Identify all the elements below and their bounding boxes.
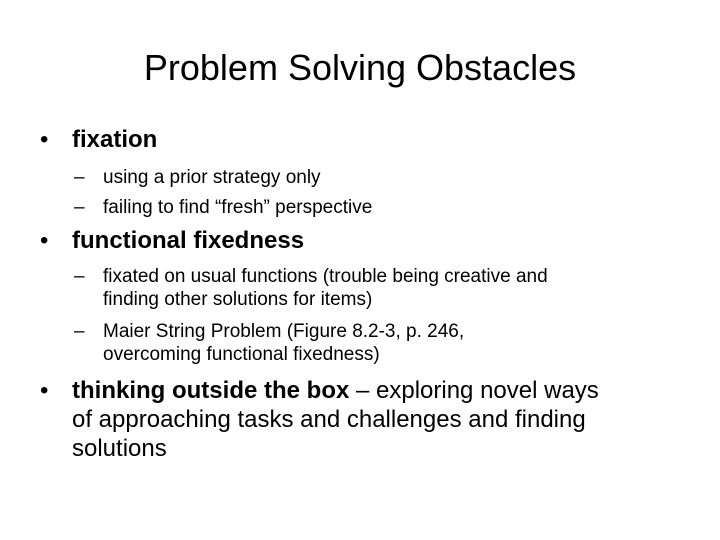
bullet-fixation bbox=[40, 125, 158, 154]
bullet-heading: thinking outside the box bbox=[72, 377, 350, 404]
sub-bullet bbox=[74, 320, 465, 366]
bullet-text: – exploring novel ways bbox=[349, 377, 599, 404]
sub-bullet bbox=[74, 265, 548, 311]
sub-bullet-text-line: overcoming functional fixedness) bbox=[103, 344, 380, 365]
sub-bullet-text: using a prior strategy only bbox=[103, 167, 321, 188]
bullet-text-line: solutions bbox=[72, 435, 167, 462]
bullet-text-line: of approaching tasks and challenges and finding bbox=[72, 406, 586, 433]
sub-bullet-text-line: fixated on usual functions (trouble being creative and bbox=[103, 266, 548, 287]
bullet-heading: functional fixedness bbox=[72, 227, 305, 254]
sub-bullet-text: failing to find “fresh” perspective bbox=[103, 197, 373, 218]
sub-bullet bbox=[74, 196, 373, 219]
sub-bullet-text-line: Maier String Problem (Figure 8.2-3, p. 246, bbox=[103, 321, 465, 342]
bullet-marker: • bbox=[40, 126, 49, 153]
sub-bullet-marker: – bbox=[74, 266, 85, 287]
bullet-marker: • bbox=[40, 377, 49, 404]
sub-bullet bbox=[74, 166, 321, 189]
slide-title: Problem Solving Obstacles bbox=[143, 47, 577, 88]
bullet-heading: fixation bbox=[72, 126, 158, 153]
sub-bullet-text-line: finding other solutions for items) bbox=[103, 289, 373, 310]
sub-bullet-marker: – bbox=[74, 167, 85, 188]
sub-bullet-marker: – bbox=[74, 197, 85, 218]
sub-bullet-marker: – bbox=[74, 321, 85, 342]
bullet-functional-fixedness bbox=[40, 226, 305, 255]
bullet-marker: • bbox=[40, 227, 49, 254]
bullet-thinking-outside-the-box bbox=[40, 376, 599, 463]
